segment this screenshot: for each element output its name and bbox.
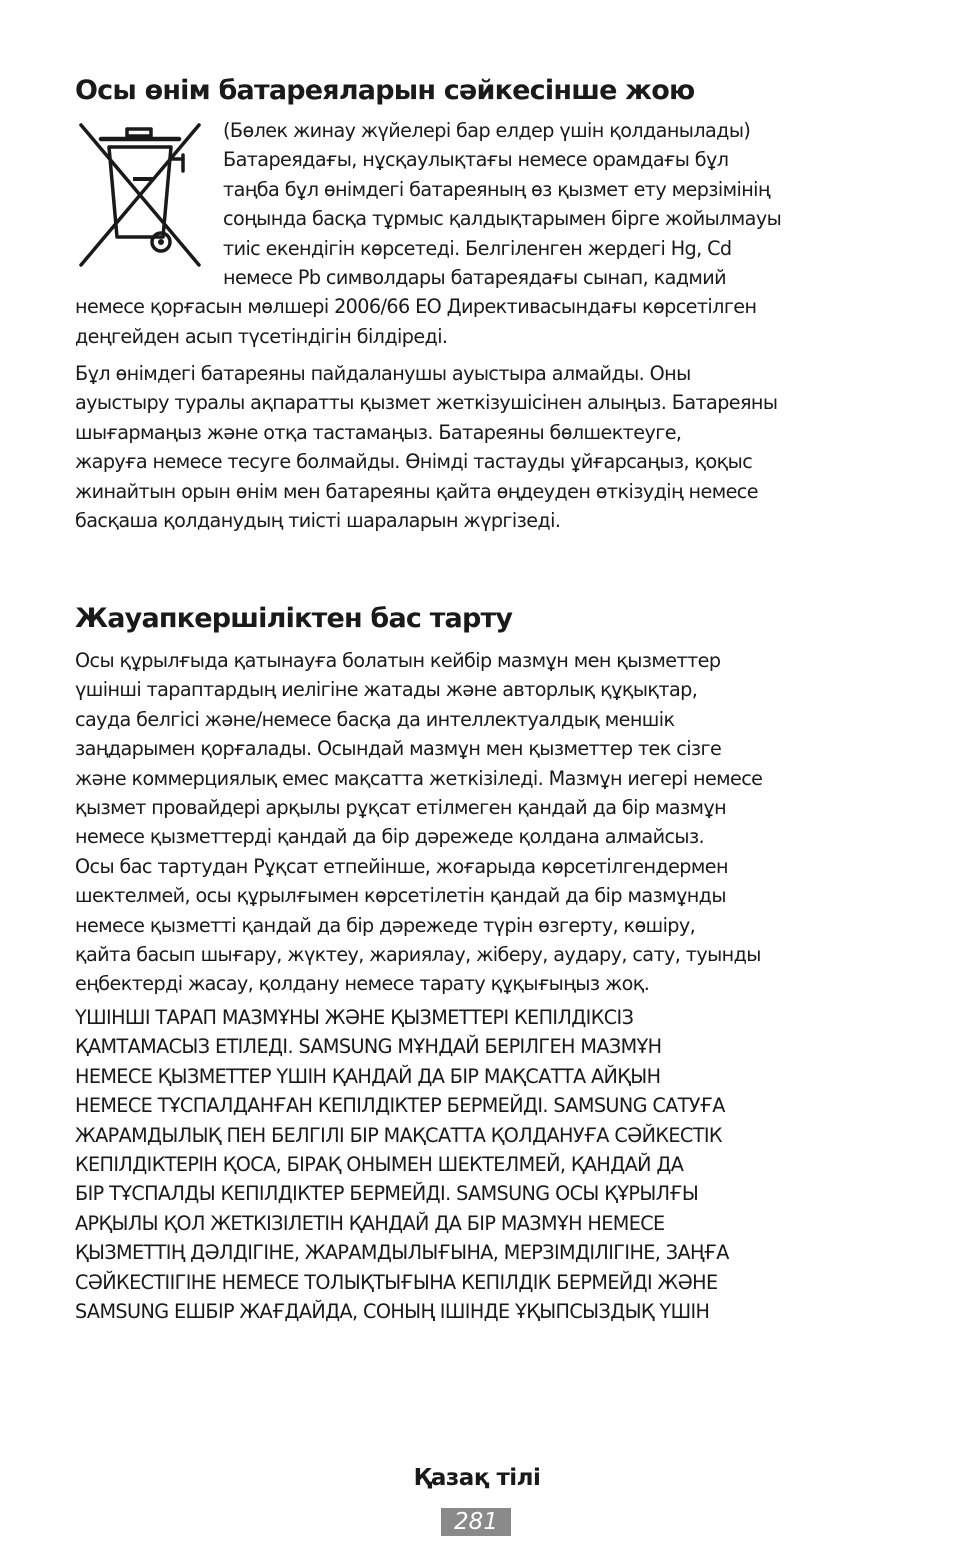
page-number: 281	[441, 1508, 511, 1536]
text-line: ҮШІНШІ ТАРАП МАЗМҰНЫ ЖӘНЕ ҚЫЗМЕТТЕРІ КЕПІЛДІКСІЗ	[75, 1006, 634, 1029]
disclaimer-paragraph-2	[75, 1003, 885, 1326]
text-line: КЕПІЛДІКТЕРІН ҚОСА, БІРАҚ ОНЫМЕН ШЕКТЕЛМЕЙ, ҚАНДАЙ ДА	[75, 1153, 684, 1177]
text-line: Осы құрылғыда қатынауға болатын кейбір мазмұн мен қызметтер	[75, 649, 721, 672]
section-title-battery-disposal: Осы өнім батареяларын сәйкесінше жою	[75, 75, 695, 106]
text-line: сауда белгісі және/немесе басқа да интеллектуалдық меншік	[75, 707, 675, 731]
battery-disposal-paragraph-1	[75, 116, 885, 351]
text-line: және коммерциялық емес мақсатта жеткізіледі. Мазмұн иегері немесе	[75, 766, 763, 790]
text-line: деңгейден асып түсетіндігін білдіреді.	[75, 324, 448, 348]
text-line: жаруға немесе тесуге болмайды. Өнімді тастауды ұйғарсаңыз, қоқыс	[75, 450, 753, 474]
text-line: НЕМЕСЕ ТҰСПАЛДАНҒАН КЕПІЛДІКТЕР БЕРМЕЙДІ. SAMSUNG САТУҒА	[75, 1094, 725, 1118]
text-line: ауыстыру туралы ақпаратты қызмет жеткізушісінен алыңыз. Батареяны	[75, 391, 778, 415]
text-line: СӘЙКЕСТІІГІНЕ НЕМЕСЕ ТОЛЫҚТЫҒЫНА КЕПІЛДІК БЕРМЕЙДІ ЖӘНЕ	[75, 1270, 718, 1294]
text-line: жинайтын орын өнім мен батареяны қайта өңдеуден өткізудің немесе	[75, 479, 758, 503]
text-line: АРҚЫЛЫ ҚОЛ ЖЕТКІЗІЛЕТІН ҚАНДАЙ ДА БІР МАЗМҰН НЕМЕСЕ	[75, 1211, 665, 1235]
text-line: үшінші тараптардың иелігіне жатады және авторлық құқықтар,	[75, 678, 698, 702]
text-line: тиіс екендігін көрсетеді. Белгіленген жердегі Hg, Cd	[223, 236, 732, 260]
text-line: ҚЫЗМЕТТІҢ ДӘЛДІГІНЕ, ЖАРАМДЫЛЫҒЫНА, МЕРЗІМДІЛІГІНЕ, ЗАҢҒА	[75, 1241, 729, 1265]
text-line: таңба бұл өнімдегі батареяның өз қызмет ету мерзімінің	[223, 177, 770, 201]
text-line: SAMSUNG ЕШБІР ЖАҒДАЙДА, СОНЫҢ ІШІНДЕ ҰҚЫПСЫЗДЫҚ ҮШІН	[75, 1300, 710, 1324]
text-line: басқаша қолданудың тиісті шараларын жүргізеді.	[75, 509, 561, 533]
text-line: НЕМЕСЕ ҚЫЗМЕТТЕР ҮШІН ҚАНДАЙ ДА БІР МАҚСАТТА АЙҚЫН	[75, 1064, 661, 1088]
text-line: БІР ТҰСПАЛДЫ КЕПІЛДІКТЕР БЕРМЕЙДІ. SAMSUNG ОСЫ ҚҰРЫЛҒЫ	[75, 1182, 699, 1206]
footer-language-label: Қазақ тілі	[413, 1465, 541, 1491]
text-line: немесе қызметті қандай да бір дәрежеде түрін өзгерту, көшіру,	[75, 913, 696, 937]
text-line: қызмет провайдері арқылы рұқсат етілмеген қандай да бір мазмұн	[75, 796, 727, 820]
text-line: Осы бас тартудан Рұқсат етпейінше, жоғарыда көрсетілгендермен	[75, 854, 728, 878]
text-line: ЖАРАМДЫЛЫҚ ПЕН БЕЛГІЛІ БІР МАҚСАТТА ҚОЛДАНУҒА СӘЙКЕСТІК	[75, 1123, 722, 1147]
battery-disposal-paragraph-2	[75, 359, 885, 535]
text-line: шығармаңыз және отқа тастамаңыз. Батареяны бөлшектеуге,	[75, 420, 682, 444]
text-line: шектелмей, осы құрылғымен көрсетілетін қандай да бір мазмұнды	[75, 884, 726, 908]
text-line: Батареядағы, нұсқаулықтағы немесе орамдағы бұл	[223, 148, 729, 172]
text-line: немесе қызметтерді қандай да бір дәрежеде қолдана алмайсыз.	[75, 825, 705, 849]
text-line: немесе қорғасын мөлшері 2006/66 ЕО Директивасындағы көрсетілген	[75, 295, 757, 319]
text-line: соңында басқа тұрмыс қалдықтарымен бірге жойылмауы	[223, 207, 782, 231]
text-line: (Бөлек жинау жүйелері бар елдер үшін қолданылады)	[223, 119, 751, 142]
text-line: қайта басып шығару, жүктеу, жариялау, жіберу, аудару, сату, туынды	[75, 943, 761, 967]
text-line: заңдарымен қорғалады. Осындай мазмұн мен қызметтер тек сізге	[75, 737, 722, 761]
disclaimer-paragraph-1	[75, 646, 885, 999]
text-line: Бұл өнімдегі батареяны пайдаланушы ауыстыра алмайды. Оны	[75, 362, 691, 385]
text-line: немесе Pb символдары батареядағы сынап, кадмий	[223, 266, 727, 290]
section-title-disclaimer: Жауапкершіліктен бас тарту	[75, 603, 513, 634]
text-line: еңбектерді жасау, қолдану немесе тарату құқығыңыз жоқ.	[75, 972, 650, 996]
text-line: ҚАМТАМАСЫЗ ЕТІЛЕДІ. SAMSUNG МҰНДАЙ БЕРІЛГЕН МАЗМҰН	[75, 1035, 662, 1059]
